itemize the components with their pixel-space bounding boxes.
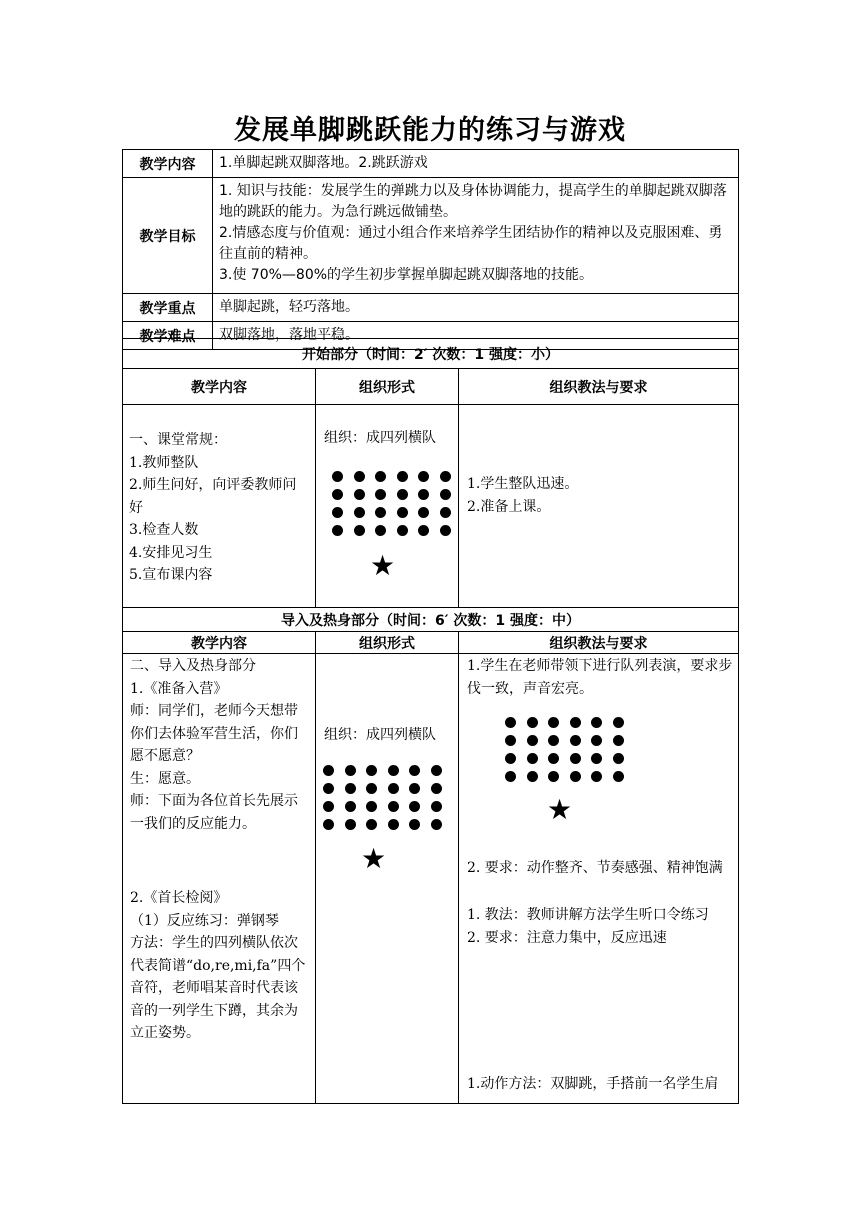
page-title: 发展单脚跳跃能力的练习与游戏 <box>234 115 626 146</box>
content-line: 2.《首长检阅》 <box>130 890 228 906</box>
dot-icon <box>431 783 442 794</box>
dot-icon <box>397 507 408 518</box>
content-line: 师：下面为各位首长先展示一我们的反应能力。 <box>130 793 298 832</box>
section1-form <box>316 405 459 608</box>
dot-icon <box>332 507 343 518</box>
dot-icon <box>366 819 377 830</box>
content-line: 1.《准备入营》 <box>130 680 228 697</box>
section2-title: 导入及热身部分（时间：6′ 次数：1 强度：中） <box>123 608 739 632</box>
dot-icon <box>409 783 420 794</box>
content-block-b <box>130 887 310 1045</box>
dot-icon <box>345 801 356 812</box>
form-label: 组织：成四列横队 <box>324 727 436 743</box>
method-b: 2. 要求：动作整齐、节奏感强、精神饱满 <box>467 860 723 876</box>
section2-method <box>459 654 739 1104</box>
dot-icon <box>613 735 624 746</box>
dot-icon <box>418 471 429 482</box>
info-table <box>122 149 739 350</box>
dot-icon <box>570 735 581 746</box>
content-line: 生：愿意。 <box>130 770 200 787</box>
method-line: 1.学生整队迅速。 <box>467 476 579 492</box>
dot-icon <box>548 735 559 746</box>
method-a: 1.学生在老师带领下进行队列表演，要求步伐一致，声音宏亮。 <box>467 658 733 697</box>
section1-table <box>122 338 739 608</box>
dot-icon <box>323 765 334 776</box>
dot-icon <box>591 717 602 728</box>
col-method-header: 组织教法与要求 <box>459 632 739 654</box>
dot-icon <box>431 765 442 776</box>
dot-icon <box>505 771 516 782</box>
dot-icon <box>366 765 377 776</box>
dot-icon <box>332 471 343 482</box>
dot-icon <box>354 507 365 518</box>
method-line: 2. 要求：注意力集中，反应迅速 <box>467 929 667 946</box>
section2-table <box>122 607 739 1104</box>
star-icon: ★ <box>547 793 573 826</box>
dot-icon <box>354 489 365 500</box>
dot-icon <box>397 471 408 482</box>
dot-icon <box>548 753 559 764</box>
content-line: 方法：学生的四列横队依次代表简谱“do,re,mi,fa”四个音符，老师唱某音时代表该音的一列学生下蹲，其余为立正姿势。 <box>130 935 306 1041</box>
dot-icon <box>527 753 538 764</box>
section1-title: 开始部分（时间：2′ 次数：1 强度：小） <box>123 339 739 369</box>
dot-icon <box>332 489 343 500</box>
dot-icon <box>388 801 399 812</box>
dot-icon <box>431 801 442 812</box>
dot-icon <box>388 765 399 776</box>
content-line: 二、导入及热身部分 <box>130 658 256 674</box>
dot-icon <box>366 801 377 812</box>
dot-icon <box>409 819 420 830</box>
method-line: 2.准备上课。 <box>467 498 551 515</box>
section2-content <box>123 654 316 1104</box>
formation-grid <box>505 717 627 782</box>
dot-icon <box>323 783 334 794</box>
dot-icon <box>388 819 399 830</box>
dot-icon <box>613 771 624 782</box>
dot-icon <box>431 819 442 830</box>
content-line: 4.安排见习生 <box>129 544 213 561</box>
star-icon: ★ <box>361 842 387 875</box>
key-label: 教学重点 <box>123 294 213 322</box>
content-value: 1.单脚起跳双脚落地。2.跳跃游戏 <box>213 150 739 178</box>
content-line: 1.教师整队 <box>129 454 199 471</box>
content-line: 3.检查人数 <box>129 522 199 538</box>
dot-icon <box>397 525 408 536</box>
dot-icon <box>591 771 602 782</box>
dot-icon <box>418 525 429 536</box>
method-d: 1.动作方法：双脚跳，手搭前一名学生肩 <box>467 1076 719 1092</box>
dot-icon <box>375 471 386 482</box>
dot-icon <box>440 525 451 536</box>
method-c <box>467 904 733 949</box>
section2-form <box>316 654 459 1104</box>
formation-grid <box>323 765 445 830</box>
dot-icon <box>418 489 429 500</box>
dot-icon <box>418 507 429 518</box>
goal-list <box>213 178 739 294</box>
content-line: 2.师生问好，向评委教师问好 <box>129 477 297 516</box>
dot-icon <box>388 783 399 794</box>
method-line: 1. 教法：教师讲解方法学生听口令练习 <box>467 907 709 923</box>
col-method-header: 组织教法与要求 <box>459 369 739 405</box>
dot-icon <box>375 507 386 518</box>
star-icon: ★ <box>370 549 396 582</box>
dot-icon <box>505 753 516 764</box>
difficulty-value: 双脚落地，落地平稳。 <box>213 322 739 350</box>
dot-icon <box>345 783 356 794</box>
goal-item: 2.情感态度与价值观：通过小组合作来培养学生团结协作的精神以及克服困难、勇往直前的精神。 <box>219 225 723 262</box>
dot-icon <box>409 801 420 812</box>
dot-icon <box>527 771 538 782</box>
dot-icon <box>375 525 386 536</box>
col-content-header: 教学内容 <box>123 369 316 405</box>
dot-icon <box>345 819 356 830</box>
dot-icon <box>613 753 624 764</box>
dot-icon <box>548 771 559 782</box>
dot-icon <box>505 735 516 746</box>
goal-label: 教学目标 <box>123 178 213 294</box>
dot-icon <box>366 783 377 794</box>
dot-icon <box>613 717 624 728</box>
section1-method <box>459 405 739 608</box>
key-value: 单脚起跳，轻巧落地。 <box>213 294 739 322</box>
dot-icon <box>505 717 516 728</box>
dot-icon <box>397 489 408 500</box>
content-block-a <box>130 655 310 835</box>
dot-icon <box>527 717 538 728</box>
dot-icon <box>440 507 451 518</box>
dot-icon <box>345 765 356 776</box>
dot-icon <box>354 525 365 536</box>
section1-content <box>123 405 316 608</box>
dot-icon <box>323 801 334 812</box>
col-form-header: 组织形式 <box>316 632 459 654</box>
dot-icon <box>591 753 602 764</box>
dot-icon <box>527 735 538 746</box>
dot-icon <box>570 717 581 728</box>
col-form-header: 组织形式 <box>316 369 459 405</box>
dot-icon <box>440 489 451 500</box>
goal-item: 1. 知识与技能：发展学生的弹跳力以及身体协调能力，提高学生的单脚起跳双脚落地的跳跃的能力。为急行跳远做铺垫。 <box>219 183 727 220</box>
content-line: 5.宣布课内容 <box>129 567 213 583</box>
goal-item: 3.使 70%—80%的学生初步掌握单脚起跳双脚落地的技能。 <box>219 267 594 283</box>
content-line: 一、课堂常规： <box>129 432 227 448</box>
dot-icon <box>354 471 365 482</box>
dot-icon <box>570 753 581 764</box>
dot-icon <box>440 471 451 482</box>
dot-icon <box>375 489 386 500</box>
dot-icon <box>323 819 334 830</box>
content-line: 师：同学们，老师今天想带你们去体验军营生活，你们愿不愿意？ <box>130 703 298 764</box>
content-label: 教学内容 <box>123 150 213 178</box>
form-label: 组织：成四列横队 <box>324 430 436 446</box>
content-line: （1）反应练习：弹钢琴 <box>130 912 279 929</box>
dot-icon <box>409 765 420 776</box>
dot-icon <box>591 735 602 746</box>
dot-icon <box>332 525 343 536</box>
dot-icon <box>570 771 581 782</box>
dot-icon <box>548 717 559 728</box>
difficulty-label: 教学难点 <box>123 322 213 350</box>
col-content-header: 教学内容 <box>123 632 316 654</box>
formation-grid <box>332 471 454 536</box>
